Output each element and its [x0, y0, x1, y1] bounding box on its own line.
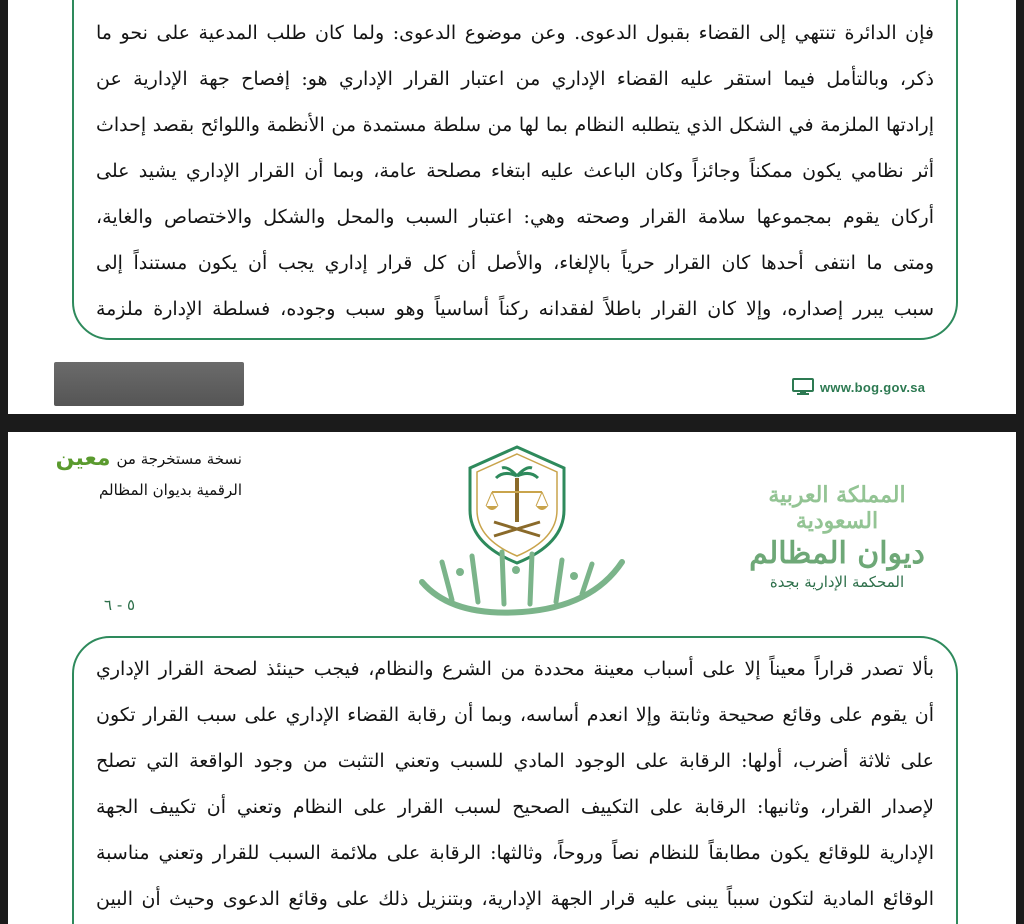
judgment-paragraph — [96, 646, 934, 922]
text-line: سبب يبرر إصداره، وإلا كان القرار باطلاً لفقدانه ركناً أساسياً وهو سبب وجوده، فسلطة الإدارة ملزمة — [96, 298, 934, 320]
document-page-bottom — [8, 432, 1016, 924]
court-header — [732, 482, 942, 591]
text-line: ذكر، وبالتأمل فيما استقر عليه القضاء الإداري من اعتبار القرار الإداري هو: إفصاح جهة الإدارية عن — [96, 68, 934, 90]
text-line: بألا تصدر قراراً معيناً إلا على أسباب معينة محددة من الشرع والنظام، فيجب حينئذ لصحة القرار الإداري — [96, 658, 934, 680]
page-number: ٥ - ٦ — [104, 596, 136, 614]
website-url: www.bog.gov.sa — [820, 379, 926, 395]
extract-line2: الرقمية بديوان المظالم — [99, 481, 242, 499]
text-line: ومتى ما انتفى أحدها كان القرار حرياً بالإلغاء، والأصل أن كل قرار إداري يجب أن يكون مستنداً إلى — [96, 252, 934, 274]
country-name: المملكة العربية السعودية — [768, 482, 906, 534]
mueen-logo: معين — [55, 446, 111, 471]
text-line: أركان يقوم بمجموعها سلامة القرار وصحته وهي: اعتبار السبب والمحل والشكل والاختصاص والغاية، — [96, 206, 934, 228]
monitor-icon — [792, 378, 814, 396]
calligraphy-emblem — [412, 542, 632, 620]
board-name: ديوان المظالم — [749, 536, 925, 571]
text-frame — [72, 636, 958, 924]
website-footer — [792, 378, 925, 396]
text-line: فإن الدائرة تنتهي إلى القضاء بقبول الدعوى. وعن موضوع الدعوى: ولما كان طلب المدعية على نحو ما — [96, 22, 934, 44]
text-line: أن يقوم على وقائع صحيحة وثابتة وإلا انعدم أساسه، وبما أن رقابة القضاء الإداري على سبب القرار تكون — [96, 704, 934, 726]
text-line: على ثلاثة أضرب، أولها: الرقابة على الوجود المادي للسبب وتعني التثبت من وجود الواقعة التي تصلح — [96, 750, 934, 772]
redaction-block — [54, 362, 244, 406]
text-line: الوقائع المادية لتكون سبباً يبنى عليه قرار الجهة الإدارية، وبتنزيل ذلك على وقائع الدعوى وحيث أن البين — [96, 888, 934, 910]
text-line: الإدارية للوقائع يكون مطابقاً للنظام نصاً وروحاً، وثالثها: الرقابة على ملائمة السبب للقرار وتعني مناسبة — [96, 842, 934, 864]
court-name: المحكمة الإدارية بجدة — [769, 573, 905, 591]
text-line: أثر نظامي يكون ممكناً وجائزاً وكان الباعث عليه ابتغاء مصلحة عامة، وبما أن القرار الإداري يشيد على — [96, 160, 934, 182]
text-frame — [72, 0, 958, 340]
text-line: لإصدار القرار، وثانيها: الرقابة على التكييف الصحيح لسبب القرار على النظام وتعني أن تكييف الجهة — [96, 796, 934, 818]
extract-line1: نسخة مستخرجة من — [116, 449, 242, 468]
text-line: إرادتها الملزمة في الشكل الذي يتطلبه النظام بما لها من سلطة مستمدة من الأنظمة واللوائح بقصد إحداث — [96, 114, 934, 136]
extract-note — [22, 446, 242, 499]
judgment-paragraph — [96, 10, 934, 332]
document-page-top — [8, 0, 1016, 414]
